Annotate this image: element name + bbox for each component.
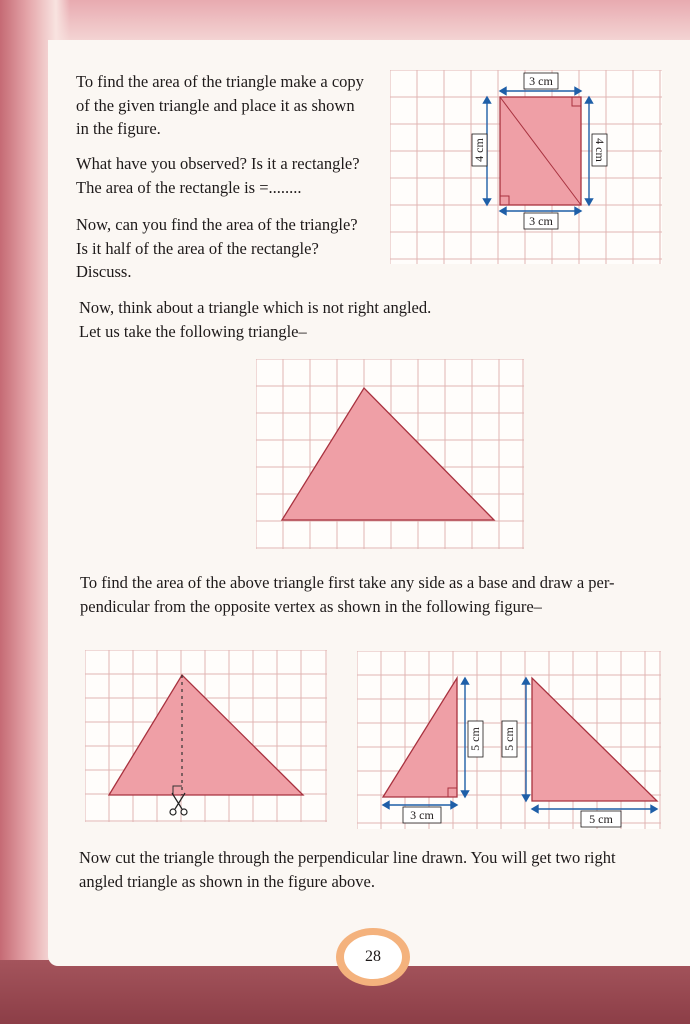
discussion-paragraph (76, 213, 358, 284)
right-base-label: 5 cm (589, 812, 613, 826)
intro-paragraph (76, 70, 364, 141)
left-height-label: 5 cm (468, 727, 482, 751)
text-line: pendicular from the opposite vertex as shown in the following figure– (80, 596, 542, 616)
page-number-badge (336, 928, 410, 986)
text-line: What have you observed? Is it a rectangle? (76, 154, 360, 173)
text-line: angled triangle as shown in the figure above. (79, 871, 375, 891)
text-line: Now, can you find the area of the triangle? (76, 215, 358, 234)
text-line: To find the area of the triangle make a copy (76, 72, 364, 91)
text-line: of the given triangle and place it as shown (76, 95, 355, 115)
text-line: Is it half of the area of the rectangle? (76, 238, 319, 258)
two-right-triangles-figure (357, 651, 661, 829)
perpendicular-instruction-paragraph (80, 571, 615, 618)
scalene-triangle-figure (256, 359, 524, 549)
text-line: in the figure. (76, 119, 161, 138)
left-base-label: 3 cm (410, 808, 434, 822)
text-line: Let us take the following triangle– (79, 321, 307, 341)
text-line: Now cut the triangle through the perpendicular line drawn. You will get two right (79, 848, 616, 867)
top-width-label: 3 cm (529, 74, 553, 88)
right-height-label: 5 cm (502, 727, 516, 751)
cut-instruction-paragraph (79, 846, 616, 893)
triangle-with-perpendicular-figure (85, 650, 327, 822)
right-height-label: 4 cm (593, 138, 607, 162)
observation-paragraph (76, 152, 360, 199)
bottom-width-label: 3 cm (529, 214, 553, 228)
text-line: To find the area of the above triangle first take any side as a base and draw a per- (80, 573, 615, 592)
page-number: 28 (344, 935, 402, 979)
non-right-angle-paragraph (79, 296, 431, 343)
text-line: The area of the rectangle is =........ (76, 177, 302, 197)
left-height-label: 4 cm (472, 138, 486, 162)
text-line: Now, think about a triangle which is not right angled. (79, 298, 432, 317)
text-line: Discuss. (76, 262, 132, 281)
rectangle-from-two-triangles-figure (390, 70, 662, 264)
